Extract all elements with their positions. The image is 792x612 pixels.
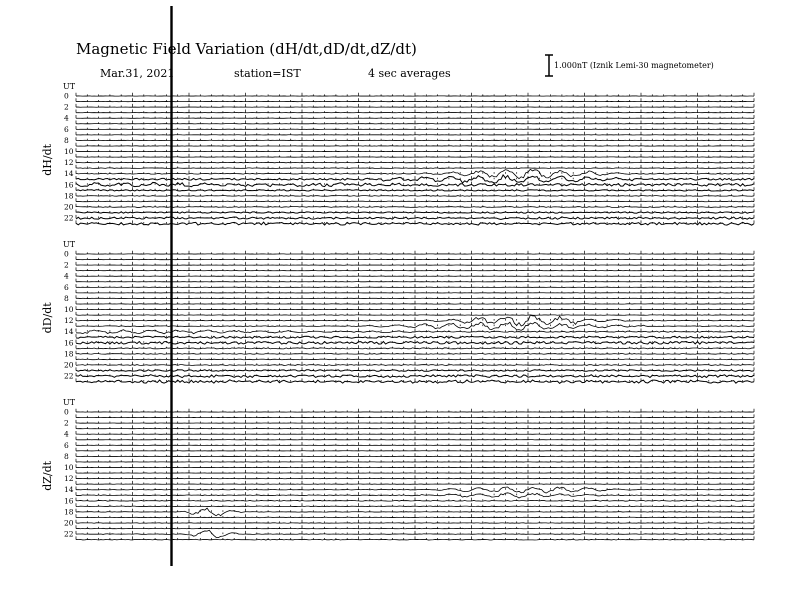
minute-ticks	[76, 437, 754, 440]
hour-label: 8	[64, 135, 69, 145]
minute-ticks	[76, 284, 754, 287]
minute-ticks	[76, 442, 754, 445]
minute-ticks	[76, 262, 754, 265]
minute-ticks	[76, 536, 754, 539]
minute-ticks	[76, 323, 754, 326]
panel-3	[41, 398, 754, 540]
minute-ticks	[76, 132, 754, 135]
minute-ticks	[76, 251, 754, 254]
minute-ticks	[76, 165, 754, 168]
minute-ticks	[76, 115, 754, 118]
hour-label: 0	[64, 91, 69, 101]
minute-ticks	[76, 93, 754, 96]
minute-ticks	[76, 301, 754, 304]
scale-bar-label: 1.000nT (Iznik Lemi-30 magnetometer)	[554, 61, 714, 70]
hour-label: 14	[64, 327, 74, 337]
minute-ticks	[76, 148, 754, 151]
minute-ticks	[76, 431, 754, 434]
minute-ticks	[76, 351, 754, 354]
minute-ticks	[76, 267, 754, 270]
time-axis-label: UT	[63, 240, 76, 249]
minute-ticks	[76, 340, 754, 343]
minute-ticks	[76, 215, 754, 218]
minute-ticks	[76, 154, 754, 157]
minute-ticks	[76, 306, 754, 309]
minute-ticks	[76, 273, 754, 276]
hour-label: 10	[64, 463, 74, 472]
hour-label: 0	[64, 407, 69, 417]
panel-ylabel: dH/dt	[41, 143, 54, 176]
panels-group	[41, 82, 754, 540]
hour-label: 4	[64, 429, 69, 439]
hour-label: 18	[64, 507, 74, 517]
panel-ylabel: dZ/dt	[41, 460, 54, 491]
hour-label: 12	[64, 316, 74, 326]
minute-ticks	[76, 126, 754, 129]
hour-label: 8	[64, 293, 69, 303]
minute-ticks	[76, 110, 754, 113]
minute-ticks	[76, 279, 754, 282]
hour-label: 18	[64, 349, 74, 359]
minute-ticks	[76, 334, 754, 337]
hour-label: 2	[64, 102, 69, 112]
minute-ticks	[76, 176, 754, 179]
hour-label: 12	[64, 474, 74, 484]
minute-ticks	[76, 409, 754, 412]
hour-label: 18	[64, 191, 74, 201]
hour-label: 20	[64, 518, 74, 528]
hour-label: 20	[64, 360, 74, 370]
minute-ticks	[76, 312, 754, 315]
minute-ticks	[76, 373, 754, 376]
chart-title: Magnetic Field Variation (dH/dt,dD/dt,dZ/dt)	[76, 40, 417, 58]
hour-label: 22	[64, 213, 74, 223]
hour-label: 8	[64, 451, 69, 461]
minute-ticks	[76, 187, 754, 190]
hour-label: 16	[64, 496, 74, 506]
minute-ticks	[76, 367, 754, 370]
station-label: station=IST	[234, 67, 301, 80]
minute-ticks	[76, 209, 754, 212]
panel-ylabel: dD/dt	[41, 302, 54, 334]
hour-label: 2	[64, 418, 69, 428]
minute-ticks	[76, 204, 754, 207]
hour-label: 6	[64, 282, 69, 292]
minute-ticks	[76, 220, 754, 223]
minute-ticks	[76, 159, 754, 162]
date-label: Mar.31, 2021	[100, 67, 175, 80]
minute-ticks	[76, 514, 754, 517]
hour-label: 0	[64, 249, 69, 259]
hour-label: 20	[64, 202, 74, 212]
minute-ticks	[76, 329, 754, 332]
hour-label: 16	[64, 180, 74, 190]
minute-ticks	[76, 356, 754, 359]
hour-label: 22	[64, 529, 74, 539]
minute-ticks	[76, 470, 754, 473]
hour-label: 14	[64, 485, 74, 495]
hour-label: 14	[64, 169, 74, 179]
minute-ticks	[76, 362, 754, 365]
panel-2	[41, 240, 754, 383]
minute-ticks	[76, 481, 754, 484]
hour-label: 6	[64, 124, 69, 134]
minute-ticks	[76, 492, 754, 495]
minute-ticks	[76, 345, 754, 348]
hour-label: 10	[64, 147, 74, 156]
minute-ticks	[76, 143, 754, 146]
minute-ticks	[76, 193, 754, 196]
minute-ticks	[76, 378, 754, 381]
time-axis-label: UT	[63, 82, 76, 91]
minute-ticks	[76, 525, 754, 528]
minute-ticks	[76, 475, 754, 478]
averaging-label: 4 sec averages	[368, 67, 451, 80]
minute-ticks	[76, 498, 754, 501]
hour-label: 4	[64, 113, 69, 123]
time-axis-label: UT	[63, 398, 76, 407]
panel-1	[41, 82, 754, 225]
minute-ticks	[76, 98, 754, 101]
minute-ticks	[76, 198, 754, 201]
minute-ticks	[76, 414, 754, 417]
minute-ticks	[76, 487, 754, 490]
hour-label: 2	[64, 260, 69, 270]
minute-ticks	[76, 256, 754, 259]
minute-ticks	[76, 295, 754, 298]
hour-label: 22	[64, 371, 74, 381]
minute-ticks	[76, 520, 754, 523]
minute-ticks	[76, 420, 754, 423]
minute-ticks	[76, 104, 754, 107]
minute-ticks	[76, 121, 754, 124]
minute-ticks	[76, 464, 754, 467]
minute-ticks	[76, 317, 754, 320]
minute-ticks	[76, 448, 754, 451]
hour-label: 6	[64, 440, 69, 450]
hour-label: 16	[64, 338, 74, 348]
scale-bar	[545, 55, 714, 76]
minute-ticks	[76, 509, 754, 512]
minute-ticks	[76, 531, 754, 534]
hour-label: 10	[64, 305, 74, 314]
minute-ticks	[76, 453, 754, 456]
minute-ticks	[76, 425, 754, 428]
hour-label: 12	[64, 158, 74, 168]
minute-ticks	[76, 503, 754, 506]
hour-label: 4	[64, 271, 69, 281]
minute-ticks	[76, 137, 754, 140]
minute-ticks	[76, 459, 754, 462]
minute-ticks	[76, 171, 754, 174]
minute-ticks	[76, 290, 754, 293]
